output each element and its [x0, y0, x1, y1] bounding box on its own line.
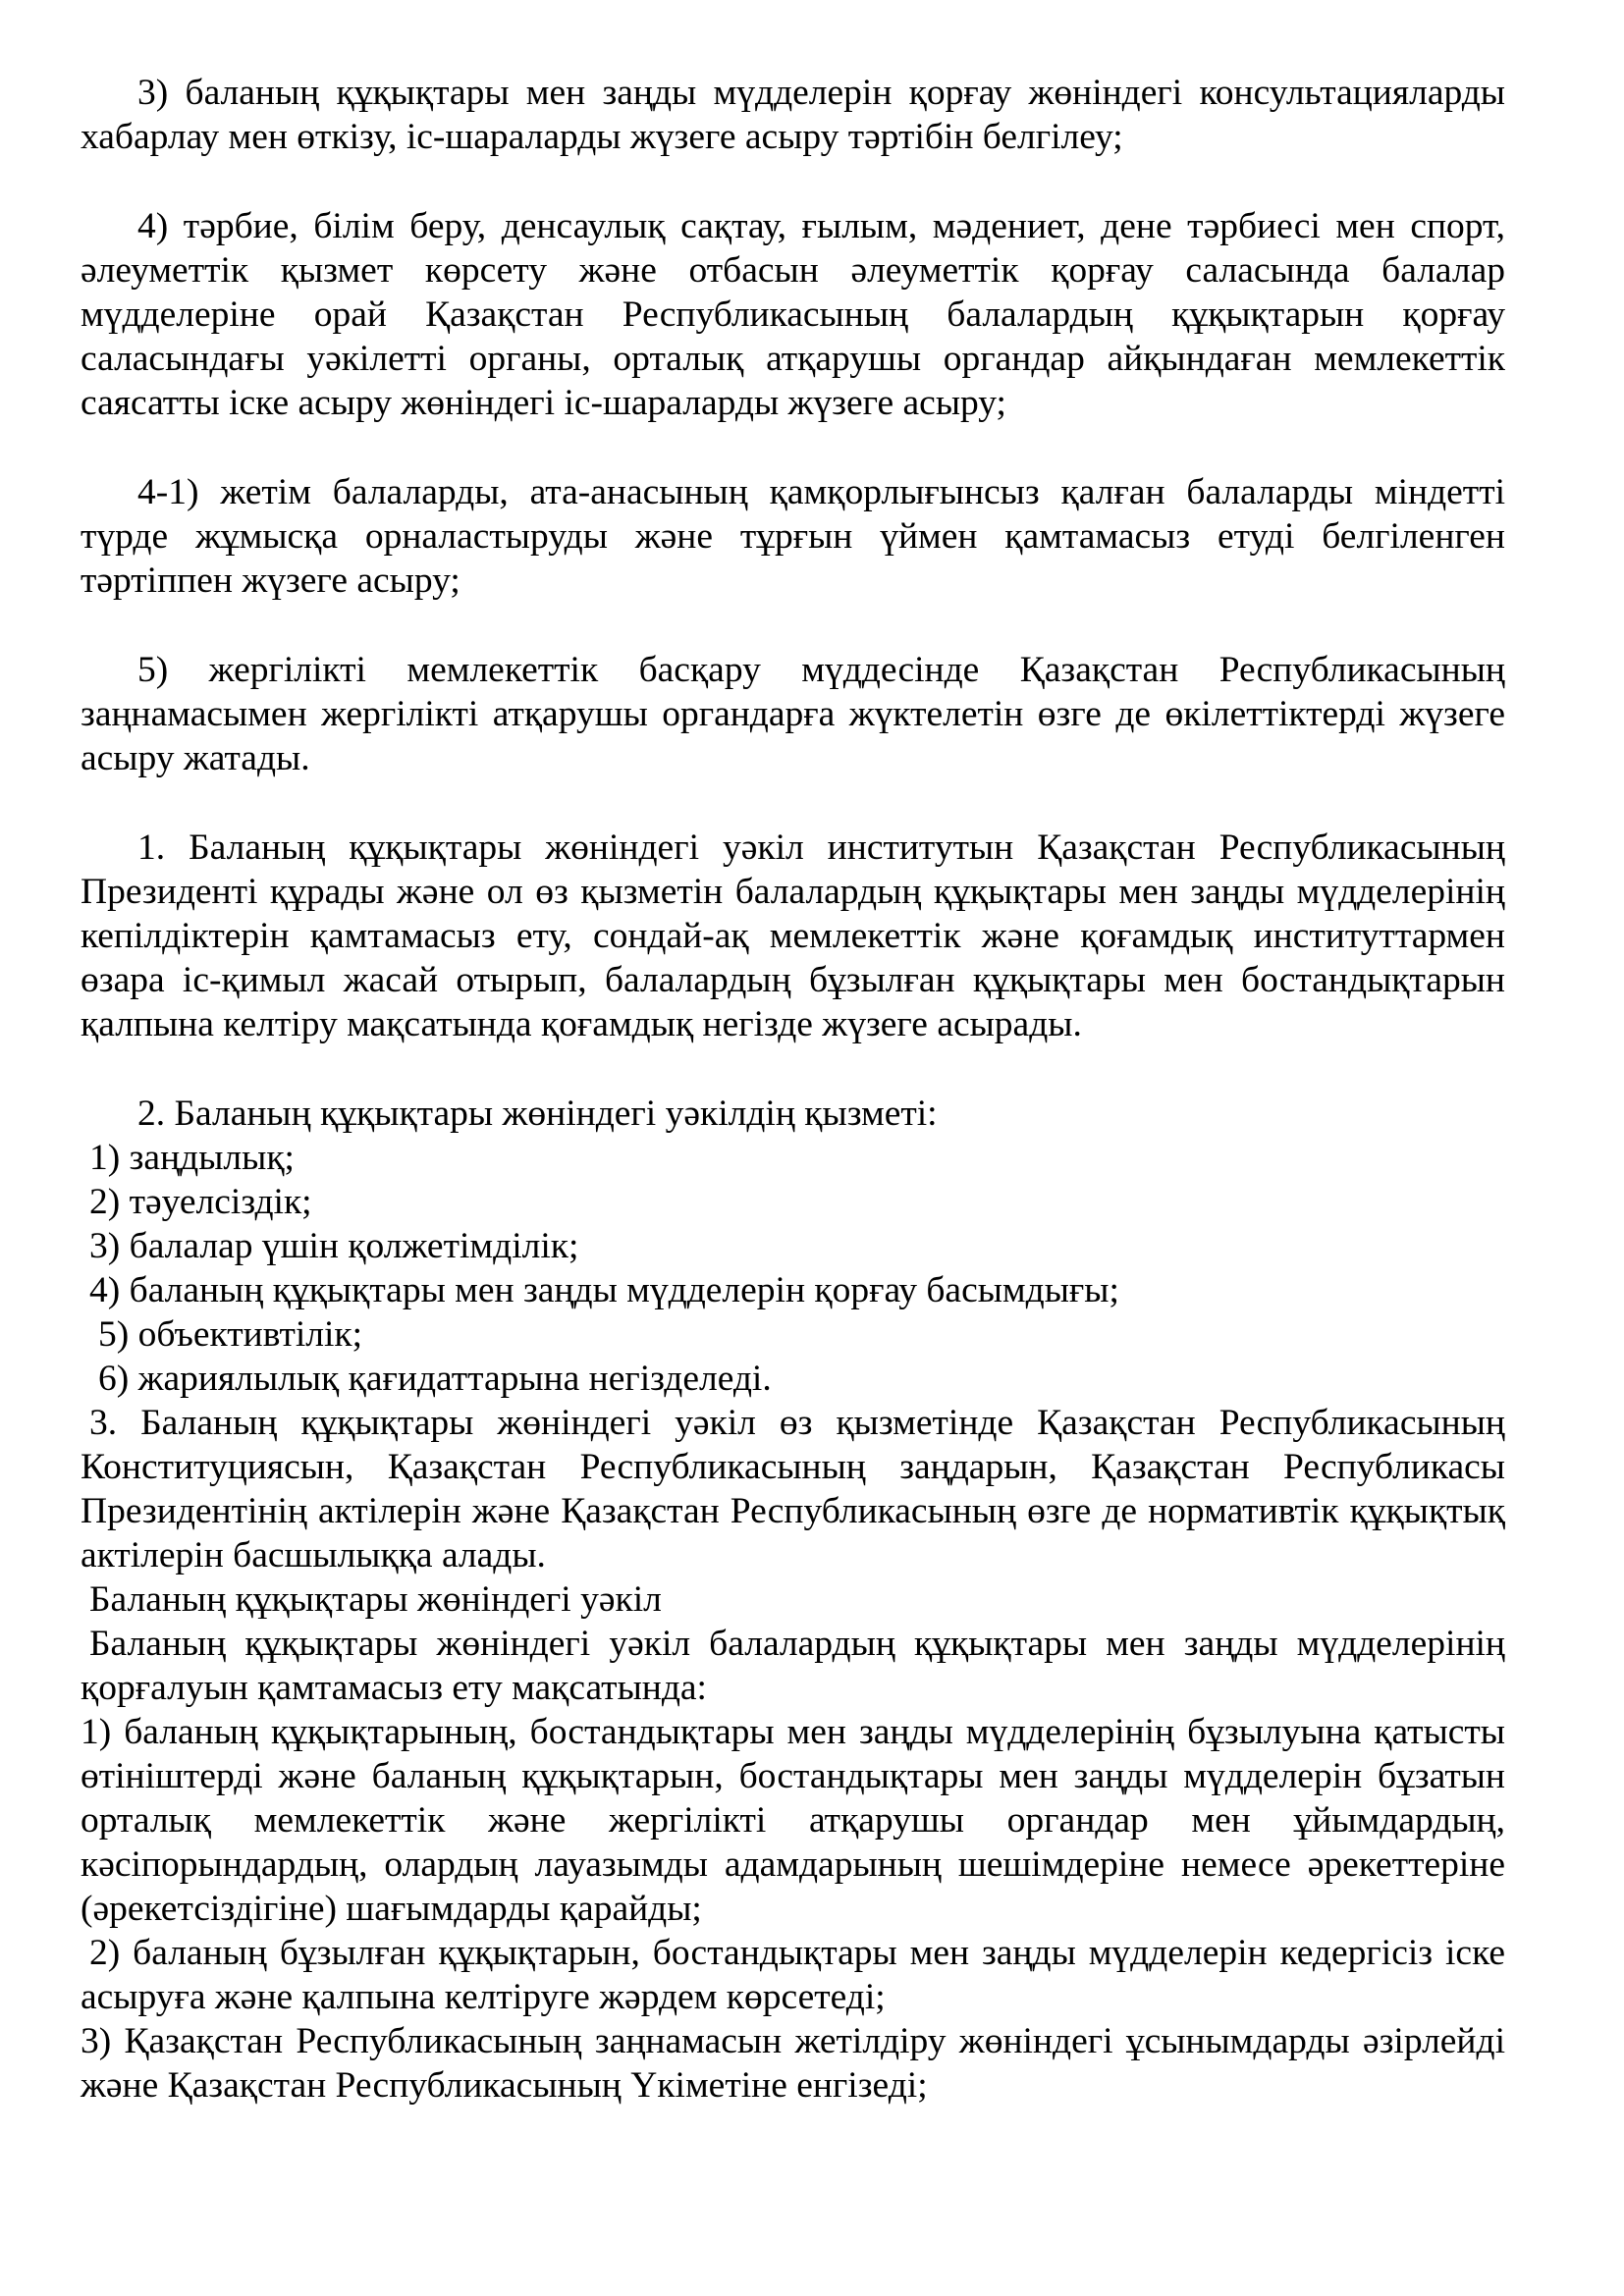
- sub-item-4: [81, 204, 1505, 425]
- text-line: тәртіппен жүзеге асыру;: [81, 561, 460, 601]
- text-line: саясатты іске асыру жөніндегі іс-шараларды жүзеге асыру;: [81, 383, 1006, 423]
- principle-item: 5) объективтілік;: [98, 1314, 363, 1355]
- text-line: Конституциясын, Қазақстан Республикасының заңдарын, Қазақстан Республикасы: [81, 1447, 1505, 1487]
- principle-item: 1) заңдылық;: [89, 1138, 295, 1178]
- text-line: Баланың құқықтары жөніндегі уәкіл балалардың құқықтары мен заңды мүдделерінің: [89, 1624, 1505, 1664]
- ombudsman-intro: [81, 1622, 1505, 1710]
- text-line: 3) Қазақстан Республикасының заңнамасын жетілдіру жөніндегі ұсынымдарды әзірлейді: [81, 2021, 1505, 2061]
- principle-item: 4) баланың құқықтары мен заңды мүдделерін қорғау басымдығы;: [89, 1270, 1119, 1310]
- clause-3: [81, 1401, 1505, 1577]
- ombudsman-heading: Баланың құқықтары жөніндегі уәкіл: [89, 1579, 662, 1620]
- sub-item-5: [81, 648, 1505, 780]
- clause-1: [81, 826, 1505, 1046]
- text-line: актілерін басшылыққа алады.: [81, 1535, 546, 1575]
- text-line: 1. Баланың құқықтары жөніндегі уәкіл институтын Қазақстан Республикасының: [137, 828, 1505, 868]
- text-line: орталық мемлекеттік және жергілікті атқарушы органдар мен ұйымдардың,: [81, 1800, 1505, 1841]
- text-line: 5) жергілікті мемлекеттік басқару мүддесінде Қазақстан Республикасының: [137, 650, 1505, 690]
- principle-item: 2) тәуелсіздік;: [89, 1182, 312, 1222]
- principle-item: 6) жариялылық қағидаттарына негізделеді.: [98, 1359, 772, 1399]
- principle-item: 3) балалар үшін қолжетімділік;: [89, 1226, 579, 1266]
- clause-2-intro: 2. Баланың құқықтары жөніндегі уәкілдің қызметі:: [137, 1094, 938, 1134]
- sub-item-3: [81, 71, 1505, 159]
- text-line: өтініштерді және баланың құқықтарын, бостандықтары мен заңды мүдделерін бұзатын: [81, 1756, 1505, 1796]
- text-line: түрде жұмысқа орналастыруды және тұрғын үймен қамтамасыз етуді белгіленген: [81, 516, 1505, 557]
- text-line: асыруға және қалпына келтіруге жәрдем көрсетеді;: [81, 1977, 886, 2017]
- text-line: 4-1) жетім балаларды, ата-анасының қамқорлығынсыз қалған балаларды міндетті: [137, 472, 1505, 512]
- sub-item-4-1: [81, 470, 1505, 603]
- ombudsman-section: [81, 1092, 1505, 2108]
- text-line: қалпына келтіру мақсатында қоғамдық негізде жүзеге асырады.: [81, 1004, 1082, 1044]
- text-line: 1) баланың құқықтарының, бостандықтары мен заңды мүдделерінің бұзылуына қатысты: [81, 1712, 1505, 1752]
- text-line: 3) баланың құқықтары мен заңды мүдделерін қорғау жөніндегі консультацияларды: [137, 73, 1505, 113]
- text-line: саласындағы уәкілетті органы, орталық атқарушы органдар айқындаған мемлекеттік: [81, 339, 1505, 379]
- text-line: кепілдіктерін қамтамасыз ету, сондай-ақ мемлекеттік және қоғамдық институттармен: [81, 916, 1505, 956]
- duty-item-1: [81, 1710, 1505, 1931]
- duty-item-2: [81, 1931, 1505, 2019]
- text-line: Президентінің актілерін және Қазақстан Республикасының өзге де нормативтік құқықтық: [81, 1491, 1505, 1531]
- principles-list: [81, 1136, 1505, 1401]
- text-line: хабарлау мен өткізу, іс-шараларды жүзеге асыру тәртібін белгілеу;: [81, 117, 1123, 157]
- text-line: мүдделеріне орай Қазақстан Республикасының балалардың құқықтарын қорғау: [81, 294, 1505, 335]
- text-line: өзара іс-қимыл жасай отырып, балалардың бұзылған құқықтары мен бостандықтарын: [81, 960, 1505, 1000]
- text-line: асыру жатады.: [81, 738, 310, 778]
- text-line: қорғалуын қамтамасыз ету мақсатында:: [81, 1668, 707, 1708]
- text-line: 3. Баланың құқықтары жөніндегі уәкіл өз қызметінде Қазақстан Республикасының: [89, 1403, 1505, 1443]
- text-line: әлеуметтік қызмет көрсету және отбасын әлеуметтік қорғау саласында балалар: [81, 250, 1505, 291]
- text-line: және Қазақстан Республикасының Үкіметіне енгізеді;: [81, 2065, 928, 2106]
- text-line: (әрекетсіздігіне) шағымдарды қарайды;: [81, 1889, 702, 1929]
- text-line: 2) баланың бұзылған құқықтарын, бостандықтары мен заңды мүдделерін кедергісіз іске: [89, 1933, 1505, 1973]
- text-line: заңнамасымен жергілікті атқарушы органдарға жүктелетін өзге де өкілеттіктерді жүзеге: [81, 694, 1505, 734]
- text-line: 4) тәрбие, білім беру, денсаулық сақтау, ғылым, мәдениет, дене тәрбиесі мен спорт,: [137, 206, 1505, 246]
- duty-item-3: [81, 2019, 1505, 2108]
- text-line: кәсіпорындардың, олардың лауазымды адамдарының шешімдеріне немесе әрекеттеріне: [81, 1844, 1505, 1885]
- text-line: Президенті құрады және ол өз қызметін балалардың құқықтары мен заңды мүдделерінің: [81, 872, 1505, 912]
